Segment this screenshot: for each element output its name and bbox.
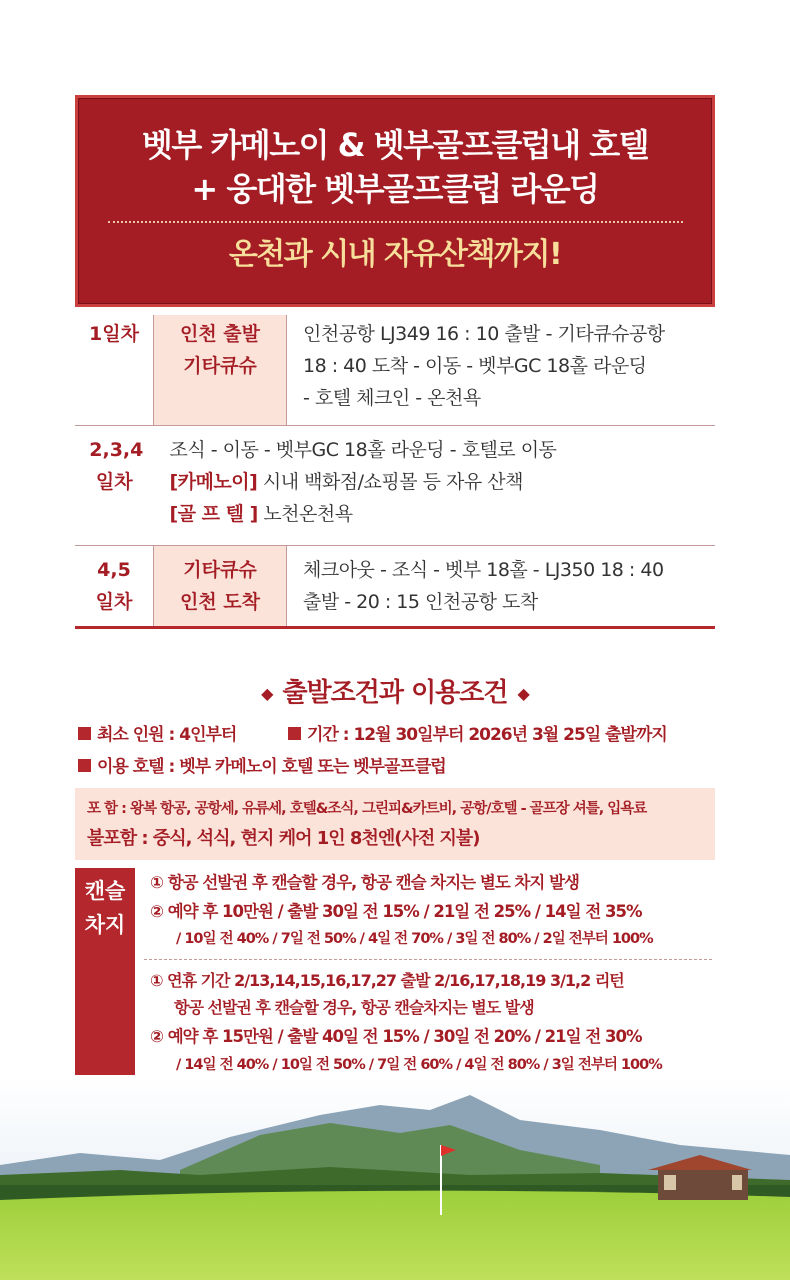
hotel-tag-kamenoi: [카메노이] [169, 470, 258, 493]
cancel-charge-section: 캔슬 차지 ① 항공 선발권 후 캔슬할 경우, 항공 캔슬 차지는 별도 차지 발생 ② 예약 후 10만원 / 출발 30일 전 15% / 21일 전 25% / 14일 전 35% / 10일 전 40% / 7일 전 50% / 4일 전 70% / 3일 전 80% / 2일 전부터 100% ① 연휴 기간 2/13,14,15,16,17,27 출발 2/16,17,18,19 3/1,2 리턴 항공 선발권 후 캔슬할 경우, 항공 캔슬차지는 별도 발생 ② 예약 후 15만원 / 출발 40일 전 15% / 30일 전 20% / 21일 전 30% / 14일 전 40% / 10일 전 50% / 7일 전 60% / 4일 전 80% / 3일 전부터 100% [75, 868, 715, 1083]
place-label: 기타큐슈 인천 도착 [154, 545, 287, 627]
min-people: 최소 인원 : 4인부터 [78, 720, 236, 745]
square-bullet-icon [78, 727, 91, 740]
included-box [75, 788, 715, 860]
square-bullet-icon [288, 727, 301, 740]
dashed-divider [144, 959, 712, 960]
banner-line-1: 벳부 카메노이 & 벳부골프클럽내 호텔 [141, 126, 649, 164]
cancel-label: 캔슬 차지 [75, 868, 135, 1083]
itinerary-row [75, 315, 715, 425]
day-label: 2,3,4 일차 [89, 438, 144, 493]
excluded-text: 불포함 : 중식, 석식, 현지 케어 1인 8천엔(사전 지불) [87, 828, 480, 849]
itinerary-row [75, 545, 715, 627]
place-label: 인천 출발 기타큐슈 [154, 315, 287, 425]
conditions-title: ◆ 출발조건과 이용조건 ◆ [261, 678, 529, 708]
banner-line-2: + 웅대한 벳부골프클럽 라운딩 [191, 170, 599, 208]
diamond-icon: ◆ [517, 684, 529, 703]
golf-course-landscape [0, 1075, 790, 1280]
included-text: 포 함 : 왕복 항공, 공항세, 유류세, 호텔&조식, 그린피&카트비, 공항/호텔 - 골프장 셔틀, 입욕료 [87, 801, 647, 817]
itinerary-row [75, 425, 715, 545]
day-label: 1일차 [89, 323, 139, 345]
day-description: 인천공항 LJ349 16 : 10 출발 - 기타큐슈공항 18 : 40 도착 - 이동 - 벳부GC 18홀 라운딩 - 호텔 체크인 - 온천욕 [303, 323, 665, 409]
day-description: 체크아웃 - 조식 - 벳부 18홀 - LJ350 18 : 40 출발 - 20 : 15 인천공항 도착 [303, 558, 664, 613]
day-label: 4,5 일차 [95, 558, 133, 613]
banner-line-3: 온천과 시내 자유산책까지! [228, 237, 562, 272]
diamond-icon: ◆ [261, 684, 273, 703]
title-banner [75, 95, 715, 307]
day-description: 조식 - 이동 - 벳부GC 18홀 라운딩 - 호텔로 이동 [카메노이] 시내 백화점/쇼핑몰 등 자유 산책 [골 프 텔 ] 노천온천욕 [169, 438, 557, 525]
hotel-tag-golftel: [골 프 텔 ] [169, 502, 258, 525]
dotted-divider [108, 221, 683, 223]
itinerary-table [75, 315, 715, 629]
square-bullet-icon [78, 759, 91, 772]
hotel-info: 이용 호텔 : 벳부 카메노이 호텔 또는 벳부골프클럽 [78, 752, 446, 777]
period: 기간 : 12월 30일부터 2026년 3월 25일 출발까지 [288, 720, 667, 745]
